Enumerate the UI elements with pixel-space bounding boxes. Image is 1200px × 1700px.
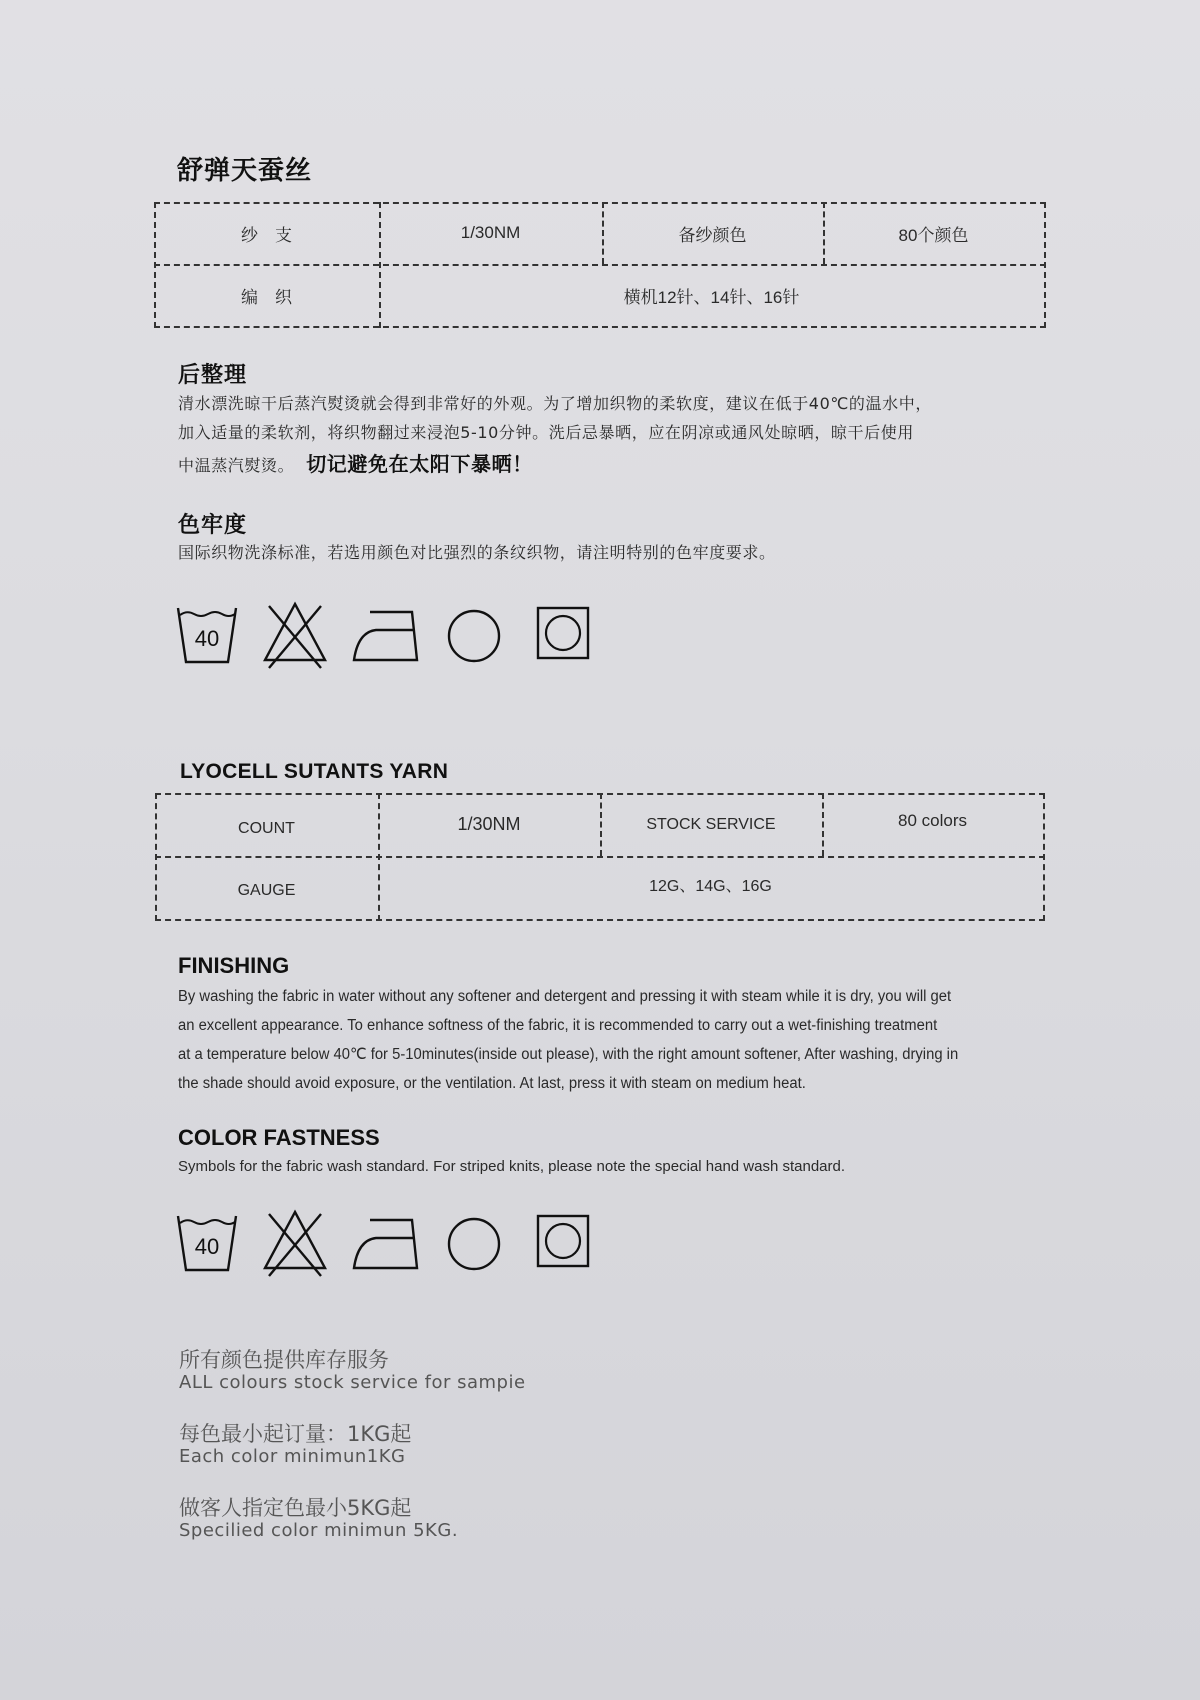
en-care-symbols [176,1208,596,1278]
tumble-dry-icon [536,606,590,660]
iron-icon [352,608,420,664]
dry-clean-icon [446,608,502,664]
footer-note-cn: 所有颜色提供库存服务 [179,1348,389,1372]
svg-text:40: 40 [194,626,220,651]
en-gauge-label: GAUGE [237,881,296,899]
cn-product-title: 舒弹天蚕丝 [177,156,313,186]
cn-sun-warning: 切记避免在太阳下暴晒！ [306,452,533,476]
footer-note-min-order [179,1422,411,1468]
cn-finishing-line: 清水漂洗晾干后蒸汽熨烫就会得到非常好的外观。为了增加织物的柔软度，建议在低于40℃的温水中， [178,394,932,413]
wash-40-icon [176,600,238,670]
footer-note-custom-color [179,1496,458,1542]
cn-care-symbols [176,600,596,670]
en-finishing-line: the shade should avoid exposure, or the ventilation. At last, press it with steam on medium heat. [178,1075,806,1092]
en-finishing-heading: FINISHING [178,953,290,978]
en-fastness-text: Symbols for the fabric wash standard. For striped knits, please note the special hand wash standard. [178,1158,846,1175]
en-finishing-line: By washing the fabric in water without any softener and detergent and pressing it with steam while it is dry, you will get [178,988,952,1005]
cn-gauge-label: 编 织 [241,287,292,307]
en-stock-label: STOCK SERVICE [646,815,776,833]
cn-count-label: 纱 支 [241,225,292,245]
footer-note-en: Each color minimun1KG [179,1446,406,1467]
footer-note-cn: 每色最小起订量：1KG起 [179,1422,412,1446]
cn-finishing-heading: 后整理 [178,363,248,388]
cn-finishing-line: 中温蒸汽熨烫。 [178,456,295,475]
en-count-label: COUNT [238,819,295,837]
cn-fastness-heading: 色牢度 [178,513,248,538]
dry-clean-icon [446,1216,502,1272]
cn-count-value: 1/30NM [460,223,521,242]
cn-spec-table [154,202,1046,330]
do-not-bleach-icon [262,1208,328,1280]
en-finishing-line: an excellent appearance. To enhance softness of the fabric, it is recommended to carry out a wet-finishing treatment [178,1017,938,1034]
en-count-value: 1/30NM [457,814,521,834]
wash-40-icon [176,1208,238,1278]
iron-icon [352,1216,420,1272]
cn-gauge-value: 横机12针、14针、16针 [623,287,800,307]
en-fastness-heading: COLOR FASTNESS [178,1125,380,1150]
cn-stock-value: 80个颜色 [898,225,969,245]
footer-note-cn: 做客人指定色最小5KG起 [179,1496,412,1520]
en-stock-value: 80 colors [898,810,967,830]
cn-fastness-text: 国际织物洗涤标准，若选用颜色对比强烈的条纹织物，请注明特别的色牢度要求。 [178,543,776,562]
svg-text:40: 40 [194,1234,220,1259]
cn-stock-label: 备纱颜色 [678,225,747,245]
en-spec-table [155,793,1045,925]
en-finishing-line: at a temperature below 40℃ for 5-10minutes(inside out please), with the right amount softener, After washing, drying in [178,1046,959,1063]
tumble-dry-icon [536,1214,590,1268]
cn-finishing-line: 加入适量的柔软剂，将织物翻过来浸泡5-10分钟。洗后忌暴晒，应在阴凉或通风处晾晒，晾干后使用 [178,423,914,442]
en-finishing-text [178,982,1058,1098]
footer-note-en: ALL colours stock service for sampie [179,1372,526,1393]
en-product-title: LYOCELL SUTANTS YARN [180,760,449,783]
footer-note-stock [179,1348,526,1394]
footer-note-en: Specilied color minimun 5KG. [179,1520,459,1541]
en-gauge-value: 12G、14G、16G [649,878,772,895]
cn-finishing-text [178,389,1058,480]
do-not-bleach-icon [262,600,328,672]
